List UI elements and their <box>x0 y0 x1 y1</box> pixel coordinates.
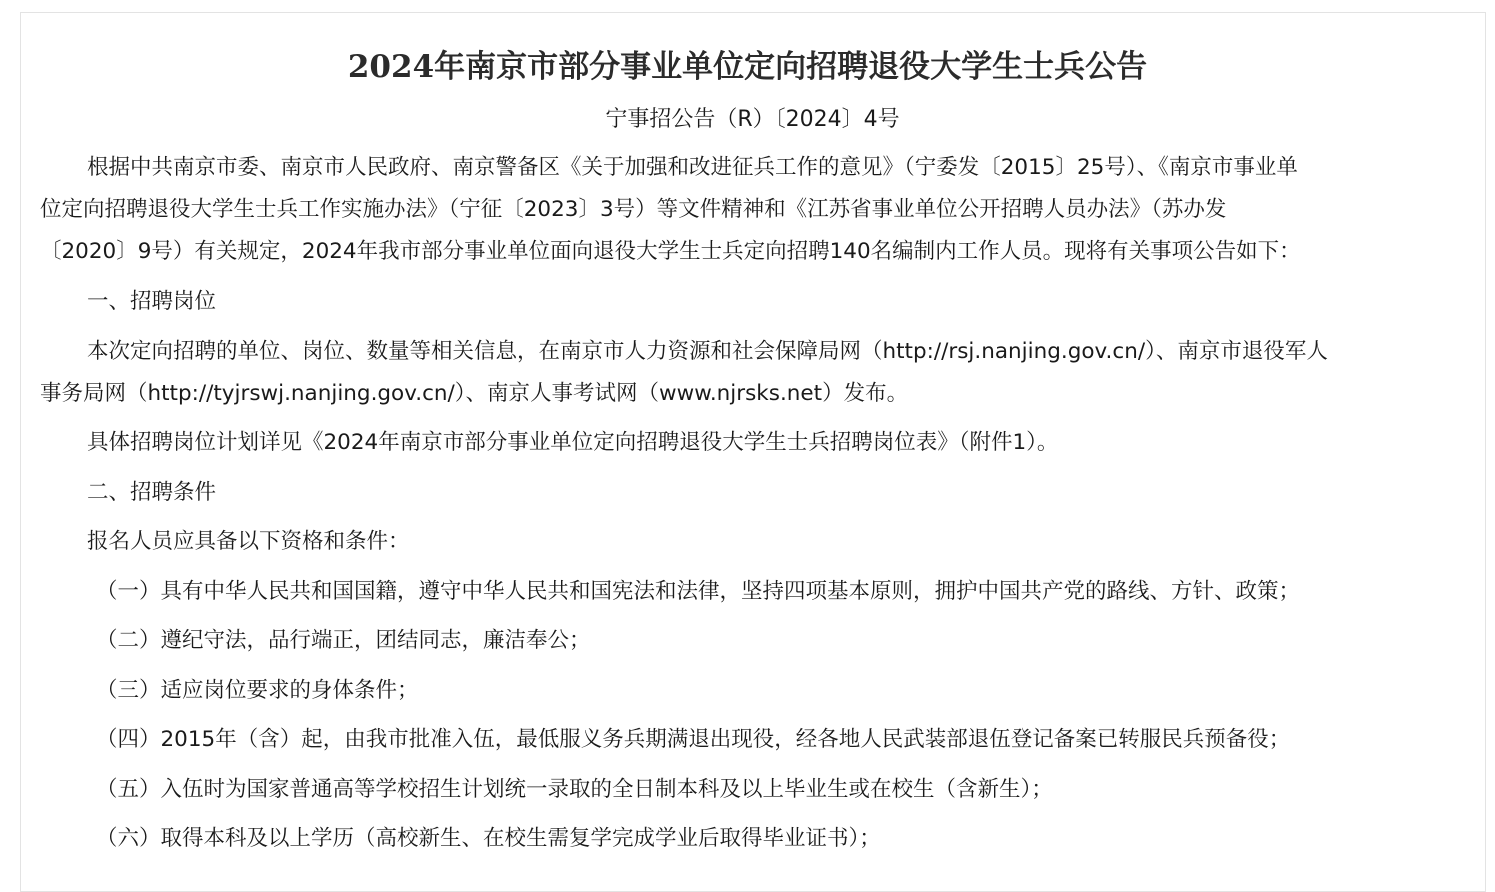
document-title: 2024年南京市部分事业单位定向招聘退役大学生士兵公告 <box>347 48 1148 85</box>
intro-line-2: 位定向招聘退役大学生士兵工作实施办法》（宁征〔2023〕3号）等文件精神和《江苏省事业单位公开招聘人员办法》（苏办发 <box>40 197 1227 222</box>
document-number: 宁事招公告（R）〔2024〕4号 <box>605 107 900 132</box>
condition-item: （三）适应岗位要求的身体条件； <box>96 678 419 703</box>
condition-item: （二）遵纪守法，品行端正，团结同志，廉洁奉公； <box>96 628 591 653</box>
intro-line-1: 根据中共南京市委、南京市人民政府、南京警备区《关于加强和改进征兵工作的意见》（宁委发〔2015〕25号）、《南京市事业单 <box>87 155 1298 180</box>
positions-para-line-1: 本次定向招聘的单位、岗位、数量等相关信息，在南京市人力资源和社会保障局网（http://rsj.nanjing.gov.cn/）、南京市退役军人 <box>87 339 1328 364</box>
positions-para-line-2: 事务局网（http://tyjrswj.nanjing.gov.cn/）、南京人事考试网（www.njrsks.net）发布。 <box>40 381 909 406</box>
intro-line-3: 〔2020〕9号）有关规定，2024年我市部分事业单位面向退役大学生士兵定向招聘140名编制内工作人员。现将有关事项公告如下： <box>40 239 1301 264</box>
conditions-intro: 报名人员应具备以下资格和条件： <box>87 529 410 554</box>
condition-item: （一）具有中华人民共和国国籍，遵守中华人民共和国宪法和法律，坚持四项基本原则，拥护中国共产党的路线、方针、政策； <box>96 579 1301 604</box>
condition-item: （四）2015年（含）起，由我市批准入伍，最低服义务兵期满退出现役，经各地人民武装部退伍登记备案已转服民兵预备役； <box>96 727 1291 752</box>
condition-item: （五）入伍时为国家普通高等学校招生计划统一录取的全日制本科及以上毕业生或在校生（含新生）； <box>96 777 1053 802</box>
positions-table-reference: 具体招聘岗位计划详见《2024年南京市部分事业单位定向招聘退役大学生士兵招聘岗位表》（附件1）。 <box>87 430 1059 455</box>
condition-item: （六）取得本科及以上学历（高校新生、在校生需复学完成学业后取得毕业证书）； <box>96 826 881 851</box>
section-heading-positions: 一、招聘岗位 <box>87 289 217 314</box>
section-heading-conditions: 二、招聘条件 <box>87 480 217 505</box>
